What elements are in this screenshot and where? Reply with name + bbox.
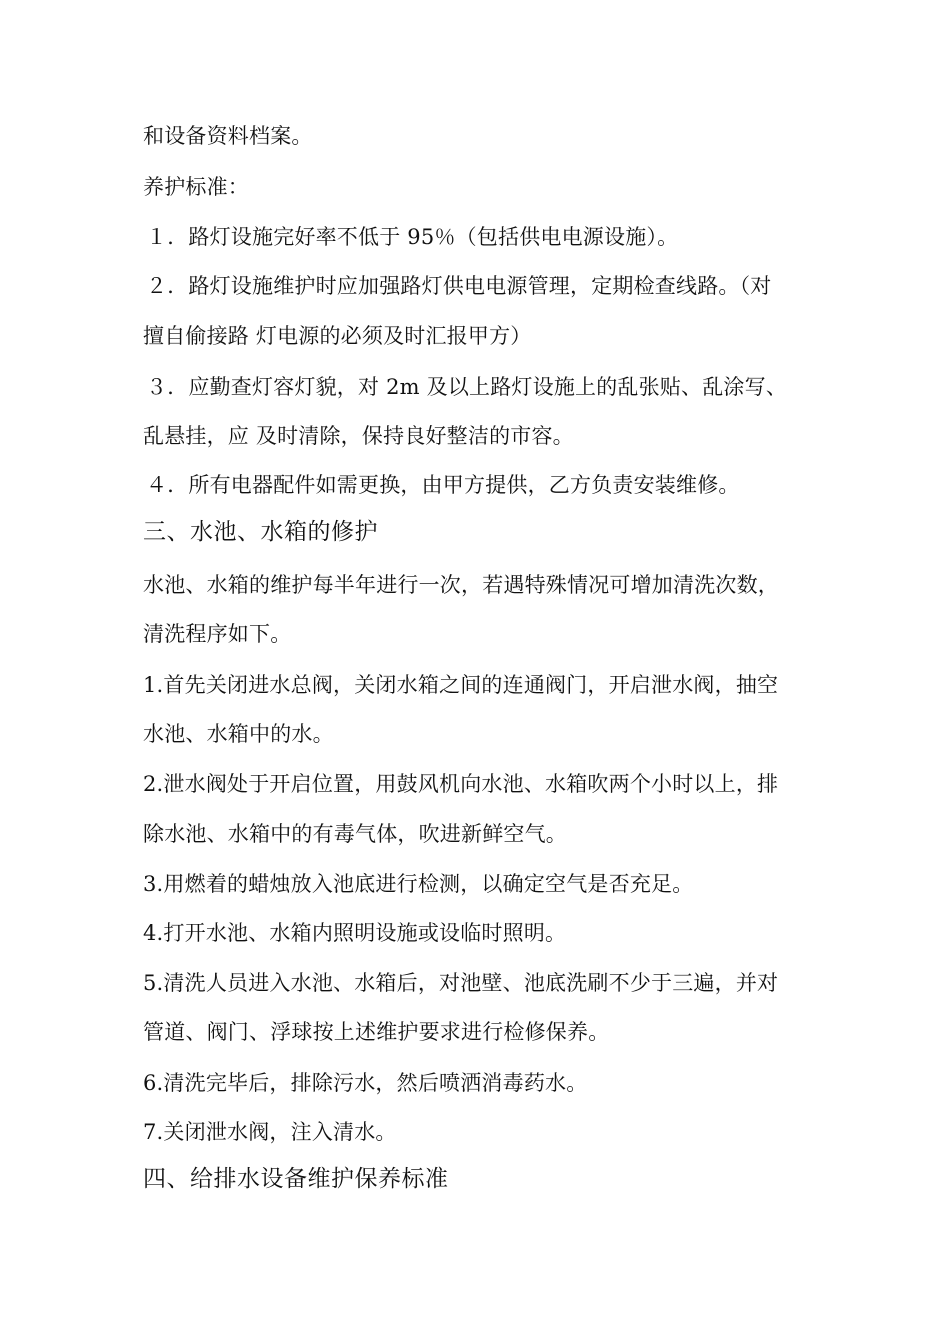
list-item-4: ４．所有电器配件如需更换，由甲方提供，乙方负责安装维修。 xyxy=(146,473,740,497)
step-5-continued: 管道、阀门、浮球按上述维护要求进行检修保养。 xyxy=(143,1020,610,1044)
section-heading-4: 四、给排水设备维护保养标准 xyxy=(143,1166,449,1192)
list-item-3-continued: 乱悬挂，应 及时清除，保持良好整洁的市容。 xyxy=(143,424,574,448)
step-7: 7.关闭泄水阀，注入清水。 xyxy=(143,1120,397,1144)
step-4: 4.打开水池、水箱内照明设施或设临时照明。 xyxy=(143,921,567,945)
paragraph-line: 清洗程序如下。 xyxy=(143,622,292,646)
list-item-2-continued: 擅自偷接路 灯电源的必须及时汇报甲方） xyxy=(143,324,532,348)
step-6: 6.清洗完毕后，排除污水，然后喷洒消毒药水。 xyxy=(143,1071,588,1095)
step-2: 2.泄水阀处于开启位置，用鼓风机向水池、水箱吹两个小时以上，排 xyxy=(143,772,779,796)
list-item-3: ３．应勤查灯容灯貌，对 2m 及以上路灯设施上的乱张贴、乱涂写、 xyxy=(146,375,788,399)
step-1: 1.首先关闭进水总阀，关闭水箱之间的连通阀门，开启泄水阀，抽空 xyxy=(143,673,779,697)
section-label-maintenance-standard: 养护标准： xyxy=(143,175,249,199)
paragraph-line: 和设备资料档案。 xyxy=(143,124,313,148)
step-2-continued: 除水池、水箱中的有毒气体，吹进新鲜空气。 xyxy=(143,822,567,846)
section-heading-3: 三、水池、水箱的修护 xyxy=(143,519,378,545)
list-item-1: １．路灯设施完好率不低于 95％（包括供电电源设施）。 xyxy=(146,225,679,249)
step-5: 5.清洗人员进入水池、水箱后，对池壁、池底洗刷不少于三遍，并对 xyxy=(143,971,779,995)
step-1-continued: 水池、水箱中的水。 xyxy=(143,722,334,746)
step-3: 3.用燃着的蜡烛放入池底进行检测，以确定空气是否充足。 xyxy=(143,872,694,896)
paragraph-line: 水池、水箱的维护每半年进行一次，若遇特殊情况可增加清洗次数， xyxy=(143,573,779,597)
list-item-2: ２．路灯设施维护时应加强路灯供电电源管理，定期检查线路。（对 xyxy=(146,274,772,298)
